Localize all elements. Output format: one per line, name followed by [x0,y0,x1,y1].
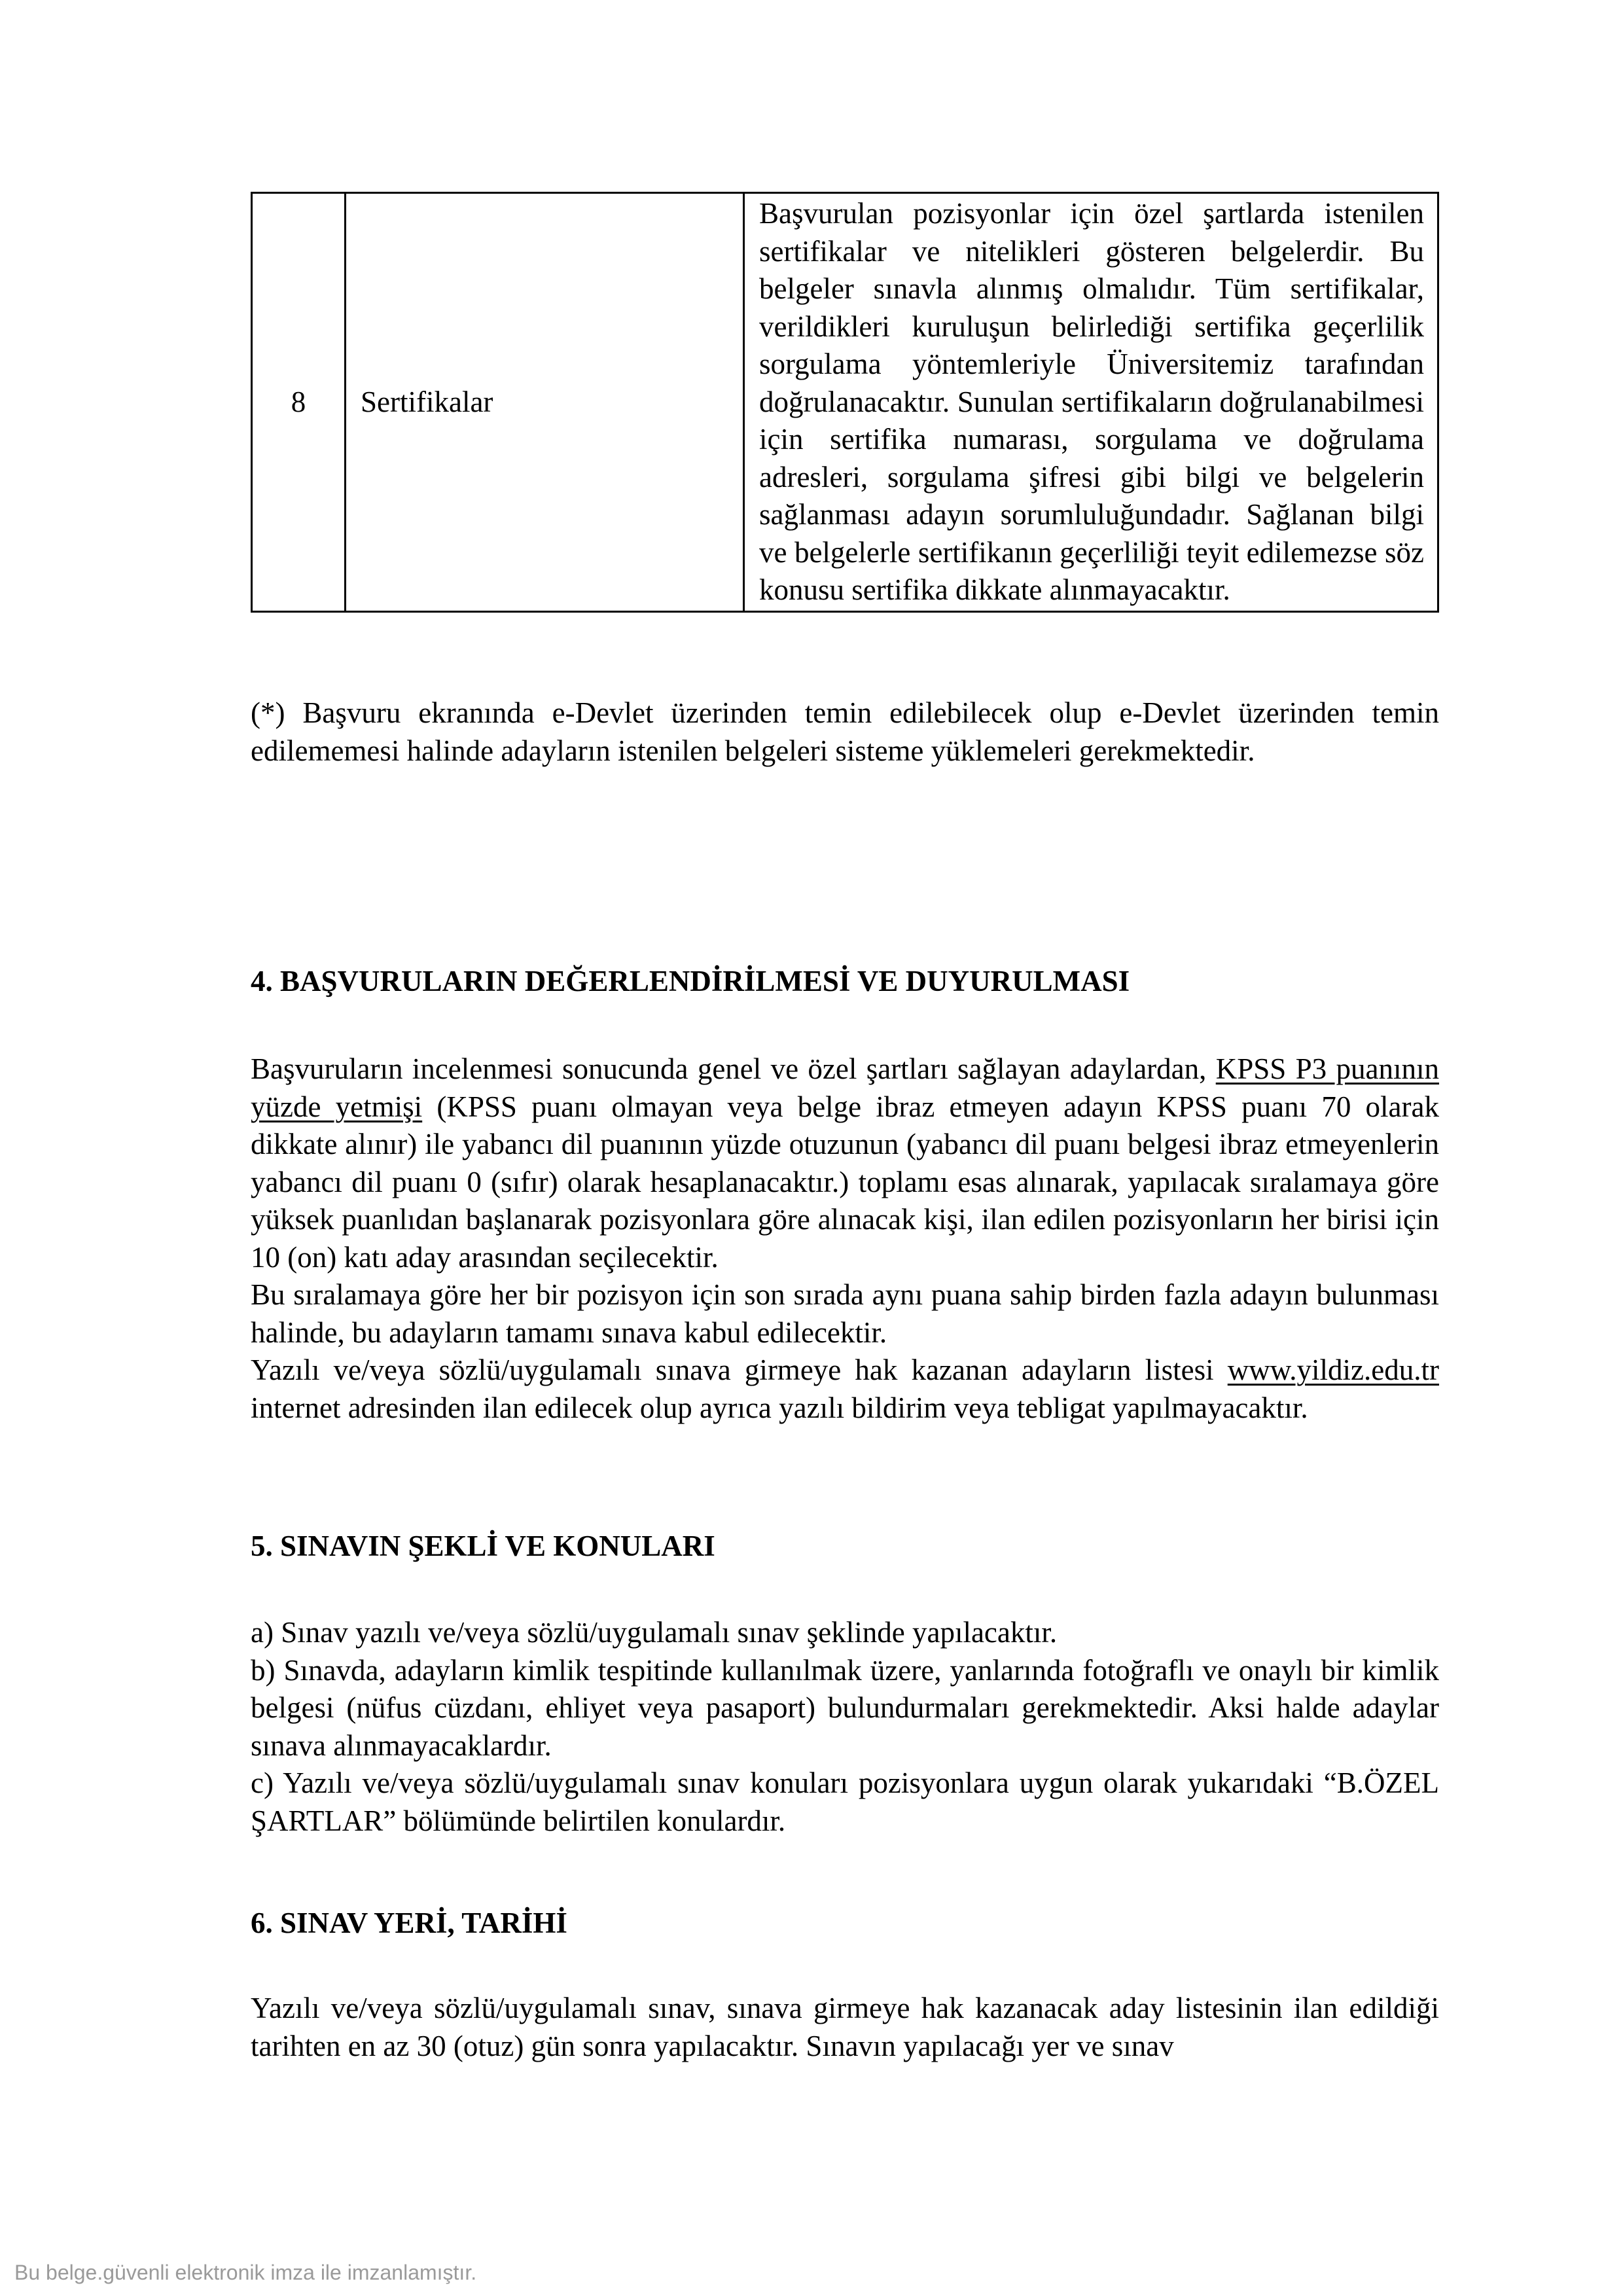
footnote [251,694,1439,770]
section-5-item-c: c) Yazılı ve/veya sözlü/uygulamalı sınav konuları pozisyonlara uygun olarak yukarıdaki “B.ÖZEL ŞARTLAR” bölümünde belirtilen konulardır. [251,1767,1439,1837]
section-4-paragraph-1 [251,1050,1439,1276]
website-link[interactable]: www.yildiz.edu.tr [1227,1354,1439,1386]
section-5-body [251,1614,1439,1840]
section-6-heading: 6. SINAV YERİ, TARİHİ [251,1907,567,1939]
row-document-name: Sertifikalar [346,193,744,612]
section-4-paragraph-3 [251,1352,1439,1427]
section-4-paragraph-2: Bu sıralamaya göre her bir pozisyon için son sırada aynı puana sahip birden fazla adayın bulunması halinde, bu adayların tamamı sınava kabul edilecektir. [251,1278,1439,1349]
section-6-body [251,1990,1439,2065]
kpss-emphasis: KPSS P3 puanının yüzde yetmişi [251,1052,1439,1123]
footnote-text: (*) Başvuru ekranında e-Devlet üzerinden temin edilebilecek olup e-Devlet üzerinden temin edilememesi halinde adayların istenilen belgeleri sisteme yüklemeleri gerekmektedir. [251,696,1439,767]
table-row [252,193,1438,612]
requirements-table [251,192,1439,613]
row-description: Başvurulan pozisyonlar için özel şartlarda istenilen sertifikalar ve nitelikleri gösteren belgelerdir. Bu belgeler sınavla alınmış olmalıdır. Tüm sertifikalar, verildikleri kuruluşun belirlediği sertifika geçerlilik sorgulama yöntemleriyle Üniversitemiz tarafından doğrulanacaktır. Sunulan sertifikaların doğrulanabilmesi için sertifika numarası, sorgulama ve doğrulama adresleri, sorgulama şifresi gibi bilgi ve belgelerin sağlanması adayın sorumluluğundadır. Sağlanan bilgi ve belgelerle sertifikanın geçerliliği teyit edilemezse söz konusu sertifika dikkate alınmayacaktır. [744,193,1438,612]
section-5-heading: 5. SINAVIN ŞEKLİ VE KONULARI [251,1530,715,1562]
section-5-item-b: b) Sınavda, adayların kimlik tespitinde kullanılmak üzere, yanlarında fotoğraflı ve onaylı bir kimlik belgesi (nüfus cüzdanı, ehliyet veya pasaport) bulundurmaları gerekmektedir. Aksi halde adaylar sınava alınmayacaklardır. [251,1653,1439,1762]
paragraph-text: internet adresinden ilan edilecek olup ayrıca yazılı bildirim veya tebligat yapılmayacaktır. [251,1391,1308,1424]
section-5-item-a: a) Sınav yazılı ve/veya sözlü/uygulamalı sınav şeklinde yapılacaktır. [251,1616,1058,1649]
paragraph-text: (KPSS puanı olmayan veya belge ibraz etmeyen adayın KPSS puanı 70 olarak dikkate alınır) ile yabancı dil puanının yüzde otuzunun (yabancı dil puanı belgesi ibraz etmeyenlerin yabancı dil puanı 0 (sıfır) olarak hesaplanacaktır.) toplamı esas alınarak, yapılacak sıralamaya göre yüksek puanlıdan başlanarak pozisyonlara göre alınacak kişi, ilan edilen pozisyonların her birisi için 10 (on) katı aday arasından seçilecektir. [251,1090,1439,1274]
paragraph-text: Başvuruların incelenmesi sonucunda genel ve özel şartları sağlayan adaylardan, [251,1052,1216,1085]
e-signature-note: Bu belge.güvenli elektronik imza ile imzanlamıştır. [14,2261,477,2284]
section-6-paragraph-1: Yazılı ve/veya sözlü/uygulamalı sınav, sınava girmeye hak kazanacak aday listesinin ilan edildiği tarihten en az 30 (otuz) gün sonra yapılacaktır. Sınavın yapılacağı yer ve sınav [251,1992,1439,2062]
section-4-heading: 4. BAŞVURULARIN DEĞERLENDİRİLMESİ VE DUYURULMASI [251,965,1130,997]
section-4-body [251,1050,1439,1427]
paragraph-text: Yazılı ve/veya sözlü/uygulamalı sınava girmeye hak kazanan adayların listesi [251,1354,1228,1386]
row-number: 8 [252,193,346,612]
